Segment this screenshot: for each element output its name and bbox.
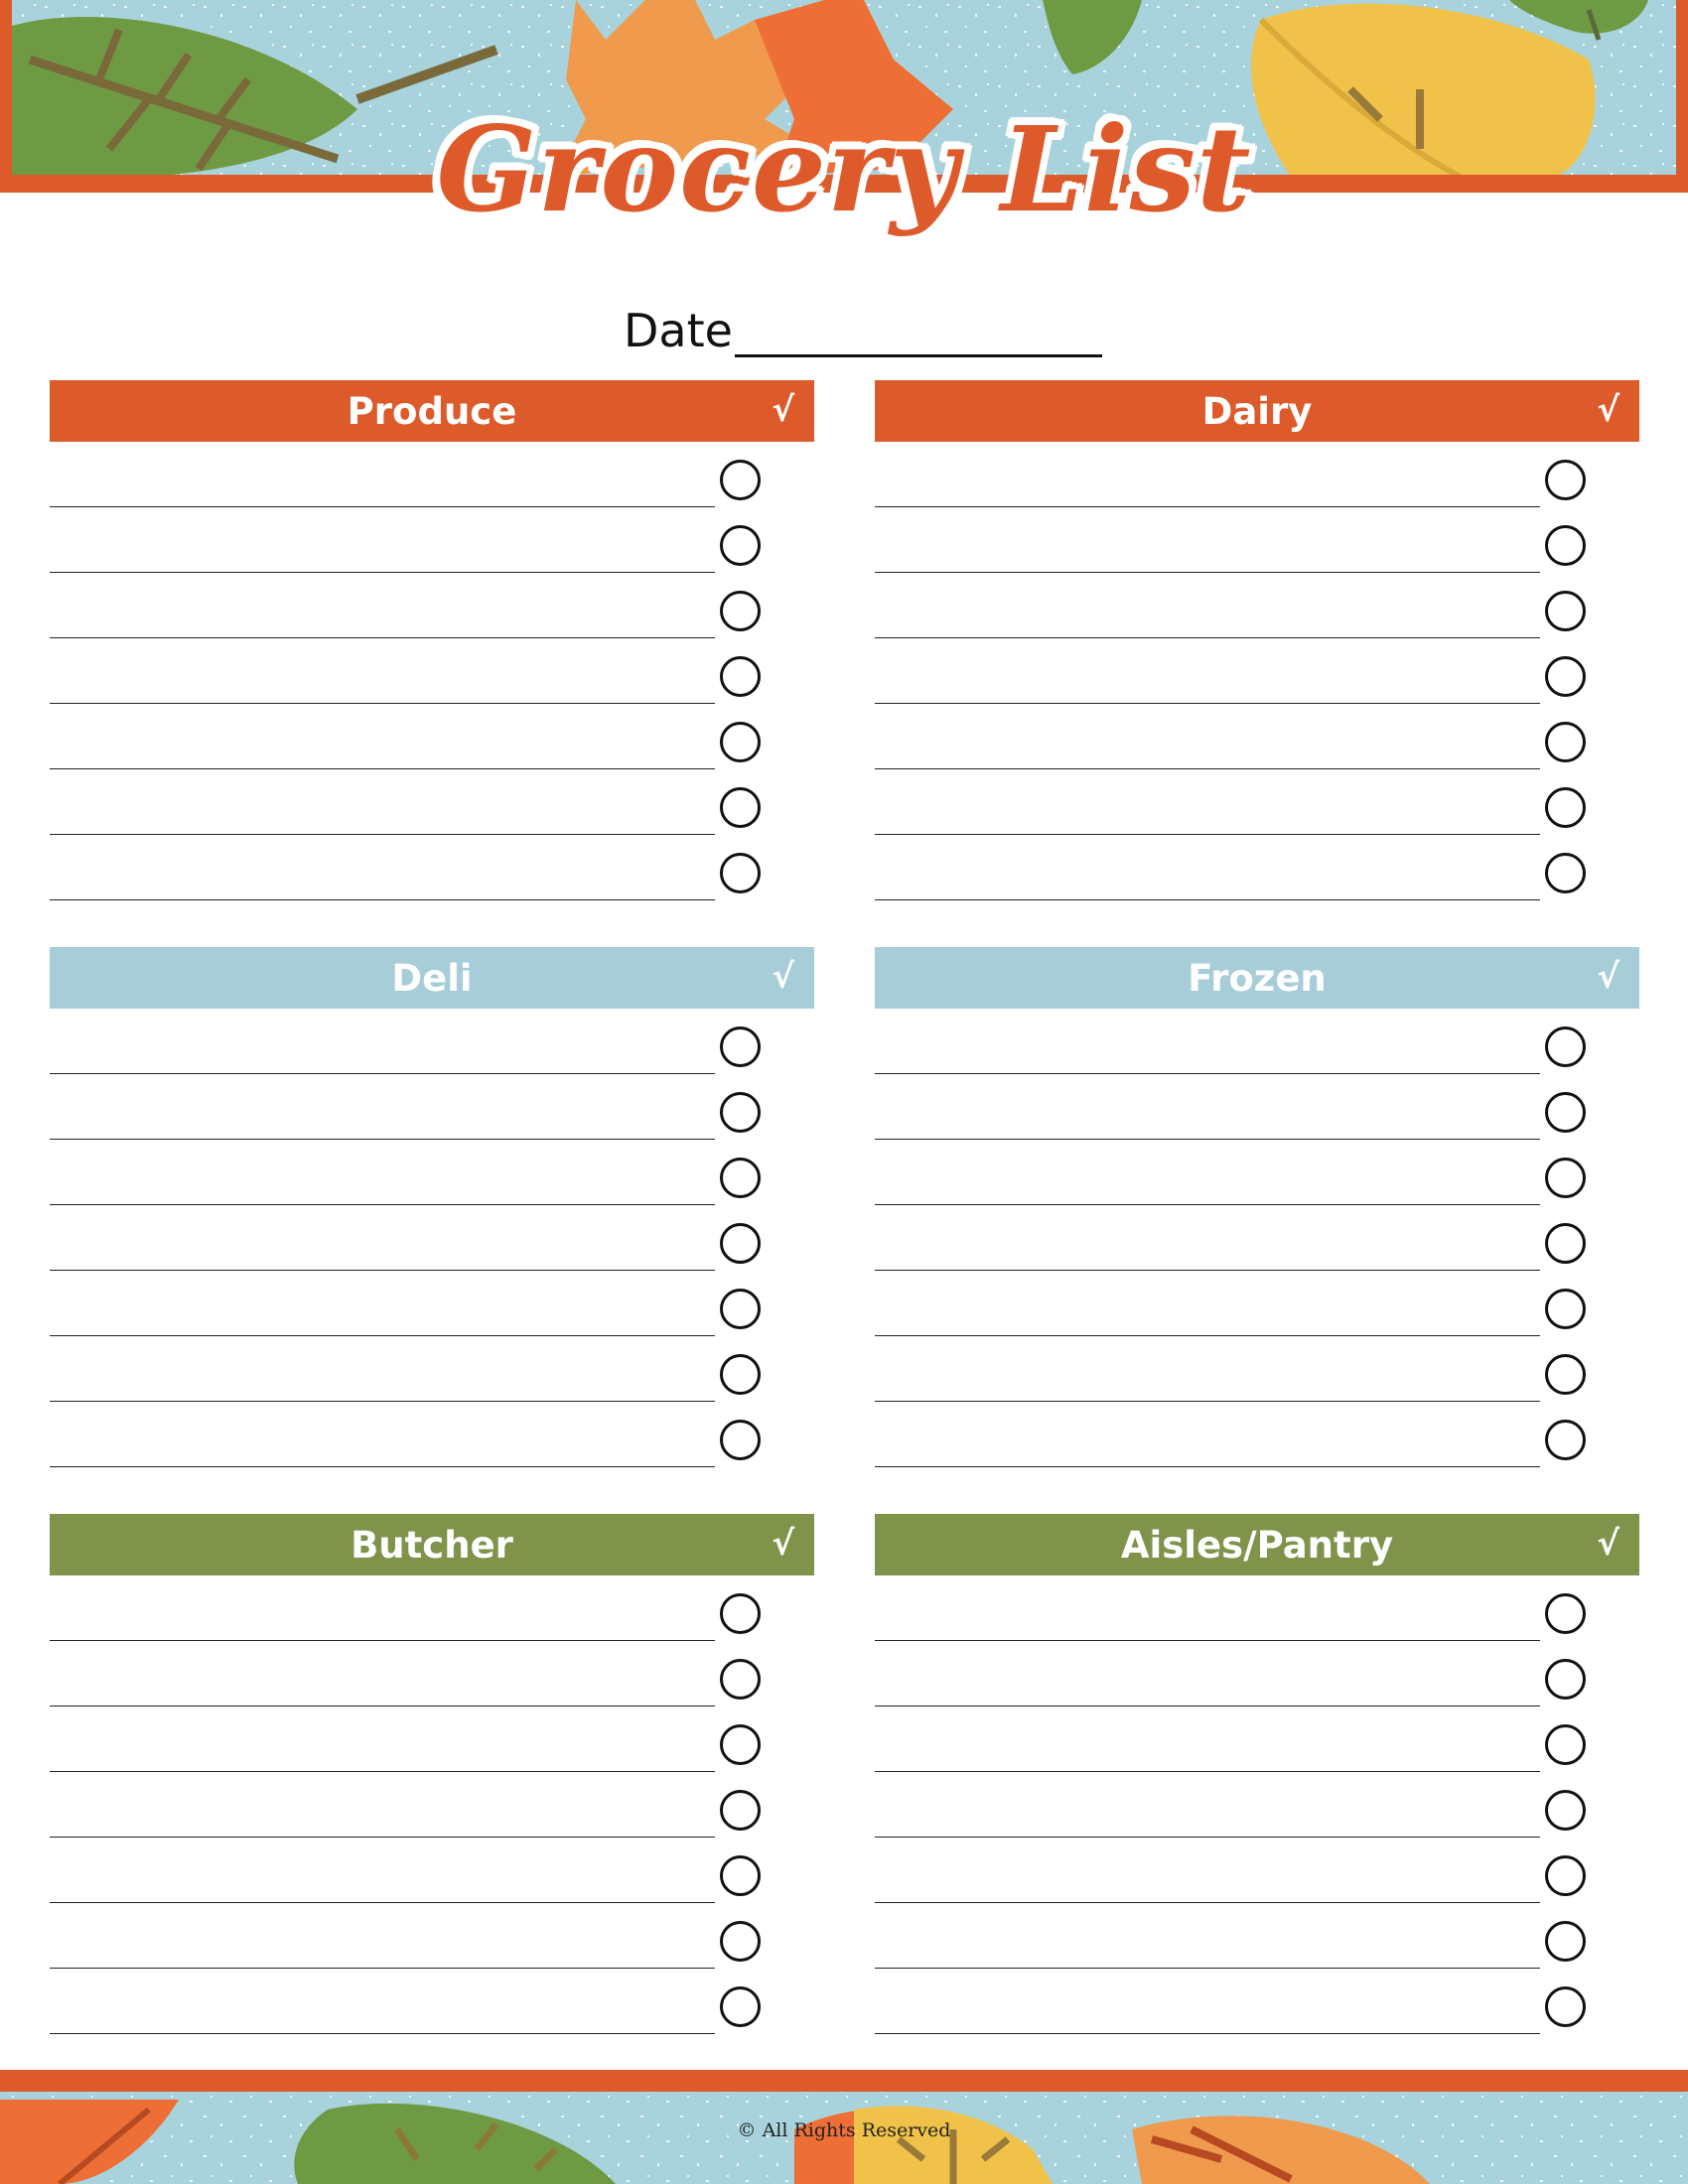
checkbox-circle[interactable] bbox=[1545, 853, 1586, 893]
section-title: Aisles/Pantry bbox=[1120, 1523, 1394, 1567]
list-item bbox=[50, 1336, 814, 1402]
section-header bbox=[50, 947, 814, 1009]
list-item bbox=[875, 1641, 1639, 1706]
list-item bbox=[50, 1009, 814, 1074]
checkbox-circle[interactable] bbox=[720, 1223, 761, 1264]
item-rows bbox=[50, 1575, 814, 2034]
checkbox-circle[interactable] bbox=[1545, 1289, 1586, 1329]
list-item bbox=[875, 638, 1639, 704]
list-item bbox=[50, 1772, 814, 1838]
section-frozen bbox=[875, 947, 1639, 1467]
list-item bbox=[875, 1772, 1639, 1838]
list-item bbox=[50, 704, 814, 769]
list-item bbox=[875, 1838, 1639, 1903]
checkbox-circle[interactable] bbox=[720, 1354, 761, 1395]
checkbox-circle[interactable] bbox=[720, 656, 761, 697]
section-title: Frozen bbox=[1188, 956, 1327, 1000]
list-item bbox=[875, 1271, 1639, 1336]
item-rows bbox=[875, 1009, 1639, 1467]
section-header bbox=[50, 1514, 814, 1575]
copyright-notice: © All Rights Reserved bbox=[737, 2119, 951, 2141]
list-item bbox=[875, 1074, 1639, 1140]
checkbox-circle[interactable] bbox=[720, 525, 761, 566]
section-deli bbox=[50, 947, 814, 1467]
list-item bbox=[50, 1969, 814, 2034]
item-rows bbox=[875, 442, 1639, 900]
checkbox-circle[interactable] bbox=[1545, 1158, 1586, 1198]
check-icon: √ bbox=[1597, 390, 1619, 431]
checkbox-circle[interactable] bbox=[720, 722, 761, 762]
page-title: Grocery List bbox=[436, 100, 1252, 238]
list-item bbox=[50, 769, 814, 835]
date-input-line[interactable] bbox=[735, 315, 1102, 357]
list-item bbox=[875, 1575, 1639, 1641]
section-header bbox=[875, 947, 1639, 1009]
section-title: Deli bbox=[391, 956, 473, 1000]
list-item bbox=[875, 704, 1639, 769]
checkbox-circle[interactable] bbox=[720, 591, 761, 631]
checkbox-circle[interactable] bbox=[1545, 1724, 1586, 1765]
item-write-line[interactable] bbox=[50, 899, 715, 900]
item-write-line[interactable] bbox=[875, 2033, 1540, 2034]
checkbox-circle[interactable] bbox=[1545, 787, 1586, 828]
item-rows bbox=[50, 1009, 814, 1467]
checkbox-circle[interactable] bbox=[1545, 1354, 1586, 1395]
checkbox-circle[interactable] bbox=[1545, 656, 1586, 697]
item-write-line[interactable] bbox=[50, 1466, 715, 1467]
checkbox-circle[interactable] bbox=[720, 1593, 761, 1634]
checkbox-circle[interactable] bbox=[720, 1724, 761, 1765]
checkbox-circle[interactable] bbox=[720, 1855, 761, 1896]
checkbox-circle[interactable] bbox=[720, 1921, 761, 1962]
list-item bbox=[875, 1903, 1639, 1969]
list-item bbox=[875, 507, 1639, 573]
checkbox-circle[interactable] bbox=[720, 1289, 761, 1329]
checkbox-circle[interactable] bbox=[720, 1420, 761, 1460]
checkbox-circle[interactable] bbox=[1545, 722, 1586, 762]
section-produce bbox=[50, 380, 814, 900]
item-write-line[interactable] bbox=[50, 2033, 715, 2034]
check-icon: √ bbox=[772, 1524, 794, 1565]
checkbox-circle[interactable] bbox=[720, 787, 761, 828]
checkbox-circle[interactable] bbox=[1545, 1092, 1586, 1133]
section-header bbox=[50, 380, 814, 442]
list-item bbox=[50, 442, 814, 507]
list-item bbox=[50, 1140, 814, 1205]
list-item bbox=[875, 1402, 1639, 1467]
checkbox-circle[interactable] bbox=[720, 1986, 761, 2027]
checkbox-circle[interactable] bbox=[1545, 1921, 1586, 1962]
item-rows bbox=[50, 442, 814, 900]
checkbox-circle[interactable] bbox=[720, 1026, 761, 1067]
list-item bbox=[50, 638, 814, 704]
list-item bbox=[50, 835, 814, 900]
list-item bbox=[50, 1706, 814, 1772]
checkbox-circle[interactable] bbox=[1545, 1420, 1586, 1460]
list-item bbox=[50, 573, 814, 638]
list-item bbox=[875, 1205, 1639, 1271]
date-row bbox=[624, 306, 1102, 357]
checkbox-circle[interactable] bbox=[1545, 1790, 1586, 1831]
section-header bbox=[875, 380, 1639, 442]
section-header bbox=[875, 1514, 1639, 1575]
list-item bbox=[50, 1903, 814, 1969]
checkbox-circle[interactable] bbox=[1545, 1223, 1586, 1264]
list-item bbox=[50, 1271, 814, 1336]
section-title: Butcher bbox=[351, 1523, 513, 1567]
list-item bbox=[50, 1205, 814, 1271]
check-icon: √ bbox=[772, 957, 794, 998]
list-item bbox=[875, 1336, 1639, 1402]
checkbox-circle[interactable] bbox=[720, 1158, 761, 1198]
checkbox-circle[interactable] bbox=[720, 1092, 761, 1133]
checkbox-circle[interactable] bbox=[720, 460, 761, 500]
check-icon: √ bbox=[1597, 957, 1619, 998]
list-item bbox=[875, 1140, 1639, 1205]
item-write-line[interactable] bbox=[875, 1466, 1540, 1467]
list-item bbox=[50, 1838, 814, 1903]
checkbox-circle[interactable] bbox=[1545, 1593, 1586, 1634]
section-butcher bbox=[50, 1514, 814, 2034]
checkbox-circle[interactable] bbox=[1545, 1855, 1586, 1896]
list-item bbox=[50, 507, 814, 573]
list-item bbox=[50, 1641, 814, 1706]
checkbox-circle[interactable] bbox=[720, 1659, 761, 1700]
checkbox-circle[interactable] bbox=[1545, 591, 1586, 631]
checkbox-circle[interactable] bbox=[1545, 525, 1586, 566]
section-aisles-pantry bbox=[875, 1514, 1639, 2034]
list-item bbox=[50, 1074, 814, 1140]
list-item bbox=[875, 1969, 1639, 2034]
list-item bbox=[875, 835, 1639, 900]
checkbox-circle[interactable] bbox=[1545, 460, 1586, 500]
list-item bbox=[875, 769, 1639, 835]
list-item bbox=[50, 1402, 814, 1467]
section-title: Produce bbox=[347, 389, 517, 433]
check-icon: √ bbox=[1597, 1524, 1619, 1565]
checkbox-circle[interactable] bbox=[1545, 1026, 1586, 1067]
checkbox-circle[interactable] bbox=[1545, 1659, 1586, 1700]
list-item bbox=[875, 573, 1639, 638]
check-icon: √ bbox=[772, 390, 794, 431]
item-write-line[interactable] bbox=[875, 899, 1540, 900]
date-label: Date bbox=[624, 304, 733, 357]
section-dairy bbox=[875, 380, 1639, 900]
item-rows bbox=[875, 1575, 1639, 2034]
checkbox-circle[interactable] bbox=[720, 1790, 761, 1831]
list-item bbox=[875, 1009, 1639, 1074]
checkbox-circle[interactable] bbox=[1545, 1986, 1586, 2027]
checkbox-circle[interactable] bbox=[720, 853, 761, 893]
section-title: Dairy bbox=[1201, 389, 1313, 433]
list-item bbox=[875, 1706, 1639, 1772]
list-item bbox=[50, 1575, 814, 1641]
list-item bbox=[875, 442, 1639, 507]
